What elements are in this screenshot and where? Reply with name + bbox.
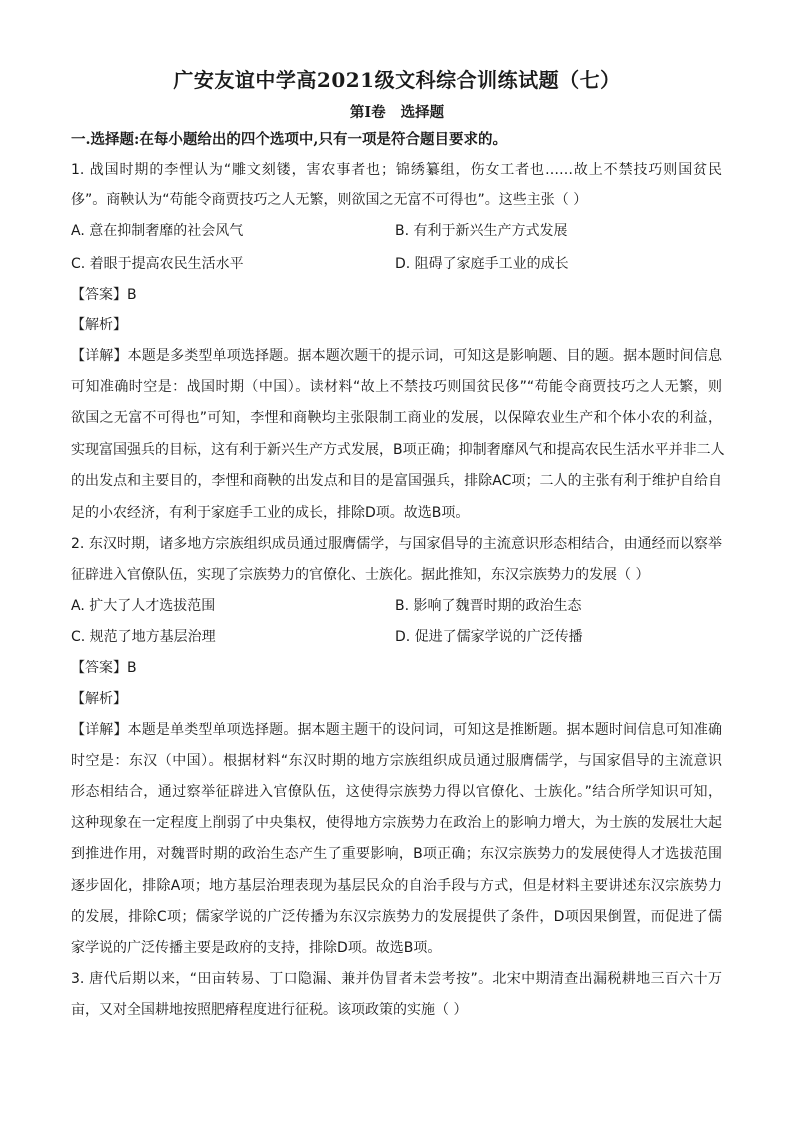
part-subtitle: 第Ⅰ卷 选择题 <box>349 104 445 121</box>
q1-stem-line: 侈”。商鞅认为“苟能令商贾技巧之人无繁，则欲国之无富不可得也”。这些主张（ ） <box>71 192 588 208</box>
q3-stem-line: 亩，又对全国耕地按照肥瘠程度进行征税。该项政策的实施（ ） <box>71 1002 468 1018</box>
q2-detail-line: 的发展，排除C项；儒家学说的广泛传播为东汉宗族势力的发展提供了条件，D项因果倒置，而促进了儒 <box>71 909 722 925</box>
q1-detail-line: 的出发点和主要目的，李悝和商鞅的出发点和目的是富国强兵，排除AC项；二人的主张有利于维护自给自 <box>71 473 722 489</box>
q2-detail-line: 逐步固化，排除A项；地方基层治理表现为基层民众的自治手段与方式，但是材料主要讲述东汉宗族势力 <box>71 878 722 894</box>
q2-analysis-label: 【解析】 <box>71 691 127 707</box>
q2-detail-line: 家学说的广泛传播主要是政府的支持，排除D项。故选B项。 <box>71 940 442 956</box>
q1-stem-line: 1. 战国时期的李悝认为“雕文刻镂，害农事者也；锦绣纂组，伤女工者也……故上不禁技巧则国贫民 <box>71 162 722 178</box>
q1-detail-line: 可知准确时空是：战国时期（中国）。读材料“故上不禁技巧则国贫民侈”“苟能令商贾技巧之人无繁，则 <box>71 379 722 395</box>
q1-answer: 【答案】B <box>71 287 137 303</box>
q2-detail-line: 形态相结合，通过察举征辟进入官僚队伍，这使得宗族势力得以官僚化、士族化。”结合所学知识可知， <box>71 784 722 800</box>
q2-detail-line: 时空是：东汉（中国）。根据材料“东汉时期的地方宗族组织成员通过服膺儒学，与国家倡导的主流意识 <box>71 753 722 769</box>
q1-detail-line: 【详解】本题是多类型单项选择题。据本题次题干的提示词，可知这是影响题、目的题。据本题时间信息 <box>71 348 722 364</box>
q1-analysis-label: 【解析】 <box>71 317 127 333</box>
q2-detail-line: 这种现象在一定程度上削弱了中央集权，使得地方宗族势力在政治上的影响力增大，为士族的发展壮大起 <box>71 815 722 831</box>
q3-stem-line: 3. 唐代后期以来，“田亩转易、丁口隐漏、兼并伪冒者未尝考按”。北宋中期清查出漏税耕地三百六十万 <box>71 971 722 987</box>
q1-option-c: C. 着眼于提高农民生活水平 <box>71 256 244 272</box>
q2-option-b: B. 影响了魏晋时期的政治生态 <box>395 598 582 614</box>
q2-answer: 【答案】B <box>71 660 137 676</box>
q1-option-a: A. 意在抑制奢靡的社会风气 <box>71 223 244 239</box>
q2-stem-line: 2. 东汉时期，诸多地方宗族组织成员通过服膺儒学，与国家倡导的主流意识形态相结合，由通经而以察举 <box>71 536 722 552</box>
q1-detail-line: 足的小农经济，有利于家庭手工业的成长，排除D项。故选B项。 <box>71 505 470 521</box>
q1-option-d: D. 阻碍了家庭手工业的成长 <box>395 256 569 272</box>
q2-option-a: A. 扩大了人才选拔范围 <box>71 598 216 614</box>
exam-title: 广安友谊中学高2021级文科综合训练试题（七） <box>173 68 621 92</box>
q2-detail-line: 【详解】本题是单类型单项选择题。据本题主题干的设问词，可知这是推断题。据本题时间信息可知准确 <box>71 722 722 738</box>
section-instruction: 一.选择题:在每小题给出的四个选项中,只有一项是符合题目要求的。 <box>71 131 507 148</box>
q2-stem-line: 征辟进入官僚队伍，实现了宗族势力的官僚化、士族化。据此推知，东汉宗族势力的发展（ ） <box>71 567 650 583</box>
q2-option-d: D. 促进了儒家学说的广泛传播 <box>395 629 583 645</box>
q1-detail-line: 欲国之无富不可得也”可知，李悝和商鞅均主张限制工商业的发展，以保障农业生产和个体小农的利益， <box>71 410 722 426</box>
q1-detail-line: 实现富国强兵的目标，这有利于新兴生产方式发展，B项正确；抑制奢靡风气和提高农民生活水平并非二人 <box>71 442 725 458</box>
q2-detail-line: 到推进作用，对魏晋时期的政治生态产生了重要影响，B项正确；东汉宗族势力的发展使得人才选拔范围 <box>71 846 722 862</box>
q1-option-b: B. 有利于新兴生产方式发展 <box>395 223 568 239</box>
q2-option-c: C. 规范了地方基层治理 <box>71 629 216 645</box>
